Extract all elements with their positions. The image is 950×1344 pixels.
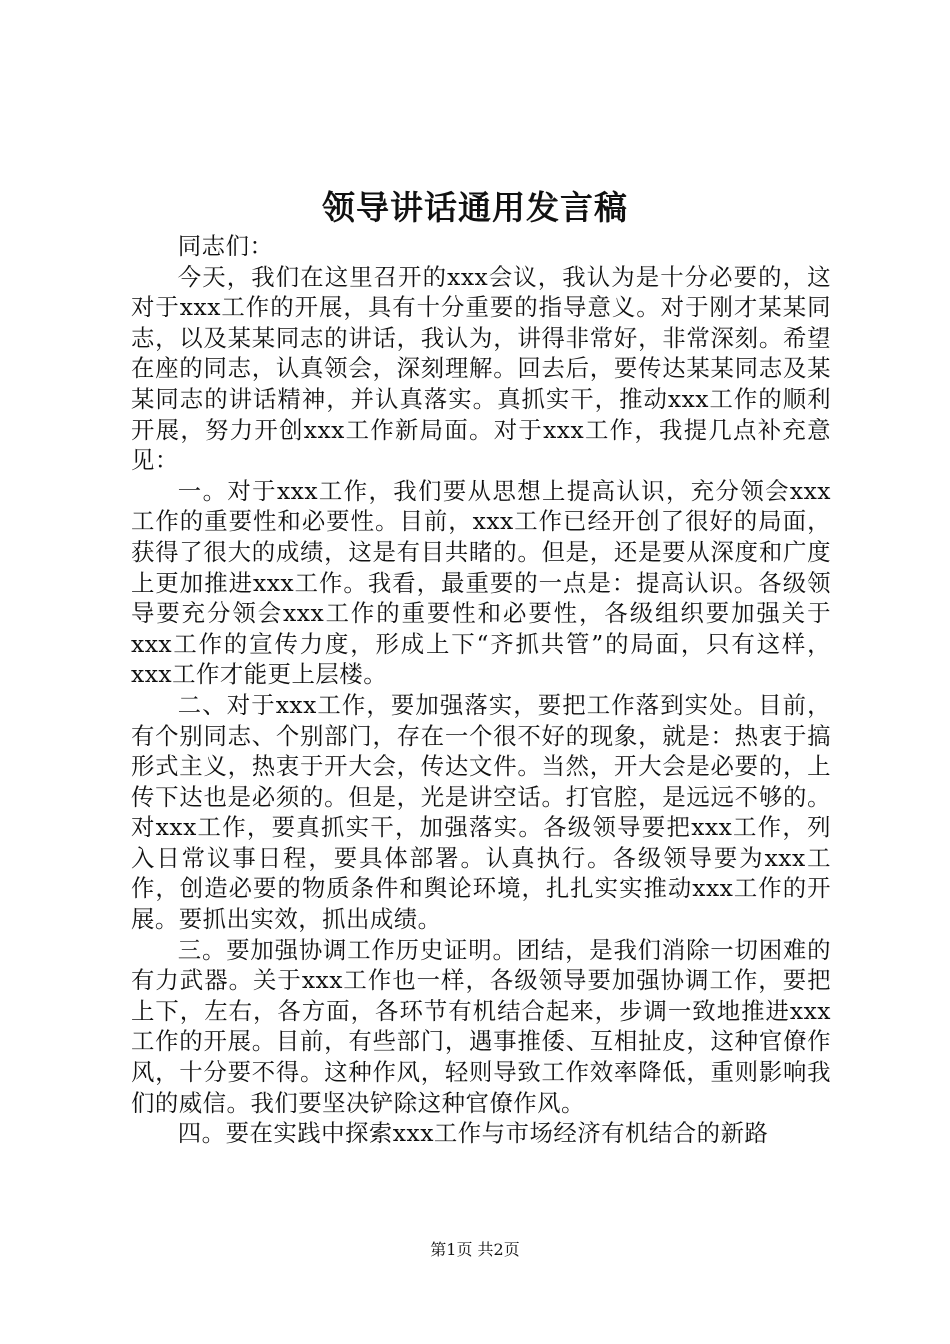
document-title: 领导讲话通用发言稿: [322, 188, 628, 227]
document-body: [131, 231, 831, 1149]
salutation: 同志们：: [177, 232, 274, 260]
paragraph-point-4: 四。要在实践中探索xxx工作与市场经济有机结合的新路: [177, 1119, 769, 1148]
page-number-footer: 第1页 共2页: [430, 1240, 520, 1259]
paragraph-point-1: 一。对于xxx工作，我们要从思想上提高认识，充分领会xxx工作的重要性和必要性。目前，xxx工作已经开创了很好的局面，获得了很大的成绩，这是有目共睹的。但是，还是要从深度和广度上更加推进xxx工作。我看，最重要的一点是：提高认识。各级领导要充分领会xxx工作的重要性和必要性，各级组织要加强关于xxx工作的宣传力度，形成上下“齐抓共管”的局面，只有这样，xxx工作才能更上层楼。: [131, 476, 831, 689]
paragraph-point-2: 二、对于xxx工作，要加强落实，要把工作落到实处。目前，有个别同志、个别部门，存在一个很不好的现象，就是：热衷于搞形式主义，热衷于开大会，传达文件。当然，开大会是必要的，上传下达也是必须的。但是，光是讲空话。打官腔，是远远不够的。对xxx工作，要真抓实干，加强落实。各级领导要把xxx工作，列入日常议事日程，要具体部署。认真执行。各级领导要为xxx工作，创造必要的物质条件和舆论环境，扎扎实实推动xxx工作的开展。要抓出实效，抓出成绩。: [131, 690, 831, 934]
paragraph-point-3: 三。要加强协调工作历史证明。团结，是我们消除一切困难的有力武器。关于xxx工作也一样，各级领导要加强协调工作，要把上下，左右，各方面，各环节有机结合起来，步调一致地推进xxx工作的开展。目前，有些部门，遇事推倭、互相扯皮，这种官僚作风，十分要不得。这种作风，轻则导致工作效率降低，重则影响我们的威信。我们要坚决铲除这种官僚作风。: [131, 935, 831, 1117]
paragraph-intro: 今天，我们在这里召开的xxx会议，我认为是十分必要的，这对于xxx工作的开展，具有十分重要的指导意义。对于刚才某某同志，以及某某同志的讲话，我认为，讲得非常好，非常深刻。希望在座的同志，认真领会，深刻理解。回去后，要传达某某同志及某某同志的讲话精神，并认真落实。真抓实干，推动xxx工作的顺利开展，努力开创xxx工作新局面。对于xxx工作，我提几点补充意见：: [131, 262, 831, 475]
